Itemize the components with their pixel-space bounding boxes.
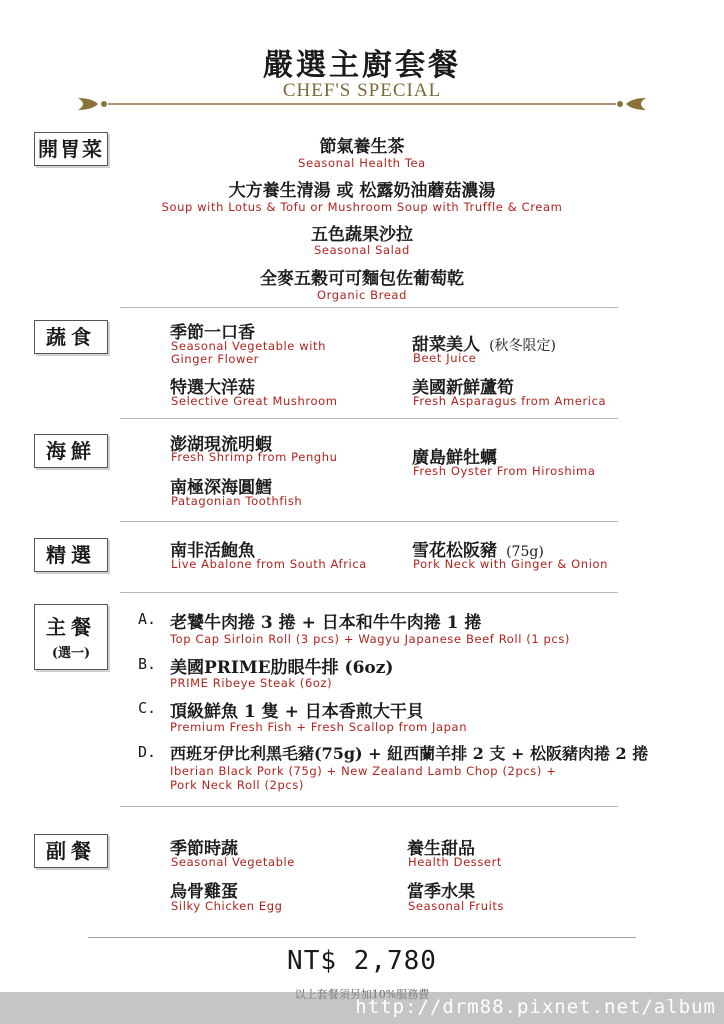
main-option-d-en2: Pork Neck Roll (2pcs)	[170, 778, 304, 792]
main-option-a: 老饕牛肉捲 3 捲 + 日本和牛牛肉捲 1 捲	[170, 613, 482, 633]
main-option-b: 美國PRIME肋眼牛排 (6oz)	[170, 658, 394, 678]
side-item-vegetable-en: Seasonal Vegetable	[171, 855, 295, 869]
selection-item-pork-neck-en: Pork Neck with Ginger & Onion	[413, 557, 609, 571]
appetizer-item-bread: 全麥五穀可可麵包佐葡萄乾	[260, 269, 464, 289]
side-item-dessert: 養生甜品	[407, 839, 475, 859]
seafood-item-toothfish: 南極深海圓鱈	[170, 478, 272, 498]
category-vegetable: 蔬食	[34, 320, 108, 354]
seafood-item-oyster: 廣島鮮牡蠣	[412, 448, 497, 468]
category-appetizer: 開胃菜	[34, 132, 108, 166]
watermark-url: http://drm88.pixnet.net/album	[355, 996, 716, 1018]
appetizer-item-soup-en: Soup with Lotus & Tofu or Mushroom Soup with Truffle & Cream	[161, 200, 563, 214]
side-item-fruits: 當季水果	[407, 882, 475, 902]
menu-title-zh: 嚴選主廚套餐	[263, 48, 461, 83]
category-side: 副餐	[34, 834, 108, 868]
category-main-sub: (選一)	[51, 646, 91, 661]
seafood-item-shrimp: 澎湖現流明蝦	[170, 435, 272, 455]
main-option-c-letter: C.	[138, 699, 157, 717]
main-option-c: 頂級鮮魚 1 隻 + 日本香煎大干貝	[170, 702, 424, 722]
side-item-vegetable: 季節時蔬	[170, 839, 238, 859]
seafood-item-toothfish-en: Patagonian Toothfish	[171, 494, 303, 508]
veg-item-mushroom: 特選大洋菇	[170, 378, 255, 398]
category-main-label: 主餐	[46, 615, 96, 639]
price-divider	[88, 937, 636, 938]
veg-item-ginger-flower-en1: Seasonal Vegetable with	[171, 339, 327, 353]
veg-item-ginger-flower: 季節一口香	[170, 323, 255, 343]
section-divider	[120, 418, 618, 419]
selection-item-abalone-en: Live Abalone from South Africa	[171, 557, 367, 571]
category-seafood: 海鮮	[34, 434, 108, 468]
side-item-egg-en: Silky Chicken Egg	[171, 899, 283, 913]
main-option-a-letter: A.	[138, 610, 157, 628]
side-item-egg: 烏骨雞蛋	[170, 882, 238, 902]
menu-price: NT$ 2,780	[287, 946, 437, 976]
section-divider	[120, 521, 618, 522]
main-option-b-en: PRIME Ribeye Steak (6oz)	[170, 676, 333, 690]
seafood-item-oyster-en: Fresh Oyster From Hiroshima	[413, 464, 596, 478]
veg-item-mushroom-en: Selective Great Mushroom	[171, 394, 338, 408]
section-divider	[120, 806, 618, 807]
selection-item-abalone: 南非活鮑魚	[170, 541, 255, 561]
seafood-item-shrimp-en: Fresh Shrimp from Penghu	[171, 450, 338, 464]
appetizer-item-soup: 大方養生清湯 或 松露奶油蘑菇濃湯	[228, 181, 496, 201]
side-item-fruits-en: Seasonal Fruits	[408, 899, 505, 913]
appetizer-item-salad-en: Seasonal Salad	[314, 243, 410, 257]
category-selection: 精選	[34, 538, 108, 572]
appetizer-item-salad: 五色蔬果沙拉	[311, 225, 413, 245]
veg-item-asparagus-en: Fresh Asparagus from America	[413, 394, 607, 408]
section-divider	[120, 592, 618, 593]
veg-item-asparagus: 美國新鮮蘆筍	[412, 378, 514, 398]
veg-item-beet-label: 甜菜美人	[412, 335, 480, 355]
veg-item-beet-en: Beet Juice	[413, 351, 477, 365]
main-option-d-letter: D.	[138, 743, 157, 761]
section-divider	[120, 307, 618, 308]
appetizer-item-tea-en: Seasonal Health Tea	[298, 156, 426, 170]
main-option-a-en: Top Cap Sirloin Roll (3 pcs) + Wagyu Japanese Beef Roll (1 pcs)	[170, 632, 571, 646]
appetizer-item-tea: 節氣養生茶	[319, 137, 405, 157]
selection-item-pork-neck-label: 雪花松阪豬	[412, 541, 497, 561]
veg-item-beet-note: (秋冬限定)	[489, 338, 557, 354]
selection-item-pork-neck-note: (75g)	[506, 544, 544, 560]
appetizer-item-bread-en: Organic Bread	[317, 288, 407, 302]
side-item-dessert-en: Health Dessert	[408, 855, 503, 869]
main-option-d-en1: Iberian Black Pork (75g) + New Zealand Lamb Chop (2pcs) +	[170, 764, 557, 778]
main-option-b-letter: B.	[138, 655, 157, 673]
main-option-d: 西班牙伊比利黑毛豬(75g) + 紐西蘭羊排 2 支 + 松阪豬肉捲 2 捲	[170, 744, 649, 763]
category-main	[34, 604, 108, 670]
menu-title-en: CHEF'S SPECIAL	[282, 80, 442, 101]
main-option-c-en: Premium Fresh Fish + Fresh Scallop from Japan	[170, 720, 468, 734]
veg-item-ginger-flower-en2: Ginger Flower	[171, 352, 260, 366]
gold-divider-ornament	[78, 92, 646, 116]
